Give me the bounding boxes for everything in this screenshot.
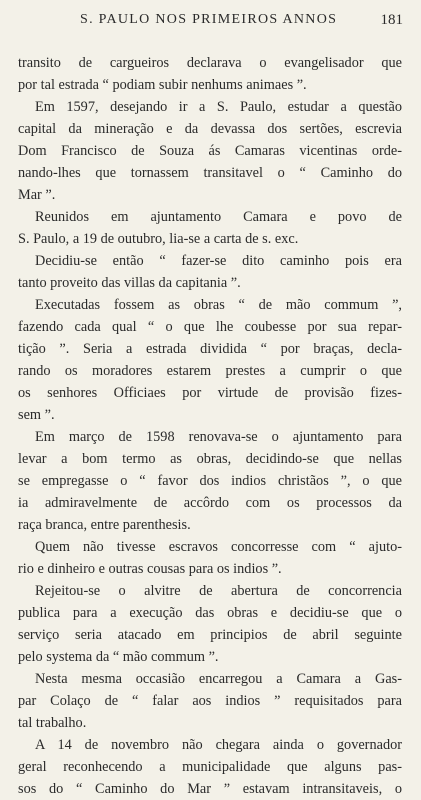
- text-line: sos do “ Caminho do Mar ” estavam intransitaveis, o: [18, 781, 402, 797]
- text-line: fazendo cada qual “ o que lhe coubesse por sua repar-: [18, 319, 402, 335]
- text-line: sem ”.: [18, 407, 55, 423]
- text-line: par Colaço de “ falar aos indios ” requisitados para: [18, 693, 402, 709]
- text-line: Reunidos em ajuntamento Camara e povo de: [35, 209, 402, 225]
- text-line: Em 1597, desejando ir a S. Paulo, estudar a questão: [35, 99, 402, 115]
- text-line: Nesta mesma occasião encarregou a Camara a Gas-: [35, 671, 402, 687]
- body-text: [18, 52, 402, 800]
- text-line: publica para a execução das obras e decidiu-se que o: [18, 605, 402, 621]
- running-title: S. PAULO NOS PRIMEIROS ANNOS: [80, 12, 338, 27]
- text-line: pelo systema da “ mão commum ”.: [18, 649, 219, 665]
- text-line: Em março de 1598 renovava-se o ajuntamento para: [35, 429, 402, 445]
- text-line: Rejeitou-se o alvitre de abertura de concorrencia: [35, 583, 402, 599]
- text-line: Dom Francisco de Souza ás Camaras vicentinas orde-: [18, 143, 402, 159]
- text-line: tanto proveito das villas da capitania ”.: [18, 275, 241, 291]
- page-number: 181: [380, 12, 403, 28]
- text-line: capital da mineração e da devassa dos sertões, escrevia: [18, 121, 402, 137]
- text-line: A 14 de novembro não chegara ainda o governador: [35, 737, 402, 753]
- text-line: levar a bom termo as obras, decidindo-se que nellas: [18, 451, 402, 467]
- text-line: S. Paulo, a 19 de outubro, lia-se a carta de s. exc.: [18, 231, 299, 247]
- text-line: rio e dinheiro e outras cousas para os indios ”.: [18, 561, 282, 577]
- text-line: rando os moradores estarem prestes a cumprir o que: [18, 363, 402, 379]
- text-line: Executadas fossem as obras “ de mão commum ”,: [35, 297, 402, 313]
- running-head: [18, 12, 403, 32]
- text-line: serviço seria atacado em principios de abril seguinte: [18, 627, 402, 643]
- text-line: Mar ”.: [18, 187, 56, 203]
- text-line: nando-lhes que tornassem transitavel o “ Caminho do: [18, 165, 402, 181]
- text-line: por tal estrada “ podiam subir nenhums animaes ”.: [18, 77, 307, 93]
- text-line: tal trabalho.: [18, 715, 87, 731]
- text-line: tição ”. Seria a estrada dividida “ por braças, decla-: [18, 341, 402, 357]
- text-line: Decidiu-se então “ fazer-se dito caminho pois era: [35, 253, 402, 269]
- text-line: os senhores Officiaes por virtude de provisão fizes-: [18, 385, 402, 401]
- text-line: Quem não tivesse escravos concorresse com “ ajuto-: [35, 539, 402, 555]
- text-line: raça branca, entre parenthesis.: [18, 517, 191, 533]
- text-line: transito de cargueiros declarava o evangelisador que: [18, 55, 402, 71]
- text-line: se empregasse o “ favor dos indios christãos ”, o que: [18, 473, 402, 489]
- text-line: ia admiravelmente de accôrdo com os processos da: [18, 495, 402, 511]
- text-line: geral reconhecendo a municipalidade que alguns pas-: [18, 759, 402, 775]
